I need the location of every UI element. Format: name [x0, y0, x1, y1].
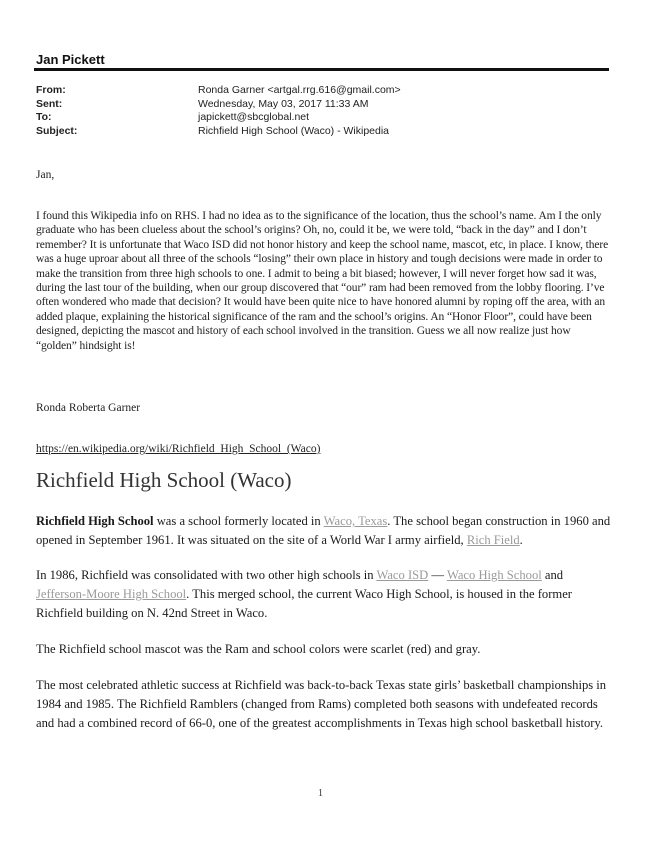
from-label: From: — [36, 84, 66, 96]
to-row — [36, 111, 596, 125]
sent-label: Sent: — [36, 97, 63, 110]
email-header — [36, 84, 596, 138]
link-rich-field: Rich Field — [466, 533, 520, 547]
subject-value: Richfield High School (Waco) - Wikipedia — [198, 124, 390, 137]
sent-value: Wednesday, May 03, 2017 11:33 AM — [198, 97, 369, 110]
sent-row — [36, 98, 596, 112]
email-greeting: Jan, — [36, 169, 55, 181]
wiki-article-title: Richfield High School (Waco) — [36, 468, 292, 492]
to-value: japickett@sbcglobal.net — [198, 111, 310, 123]
print-header-name: Jan Pickett — [36, 52, 105, 67]
wiki-text: was a school formerly located in — [153, 514, 324, 528]
wikipedia-url: https://en.wikipedia.org/wiki/Richfield_High_School_(Waco) — [36, 443, 321, 455]
email-signature: Ronda Roberta Garner — [36, 402, 141, 414]
link-waco-isd: Waco ISD — [376, 568, 429, 582]
header-rule — [34, 68, 609, 71]
link-jefferson-moore-high-school: Jefferson-Moore High School — [36, 587, 187, 601]
link-waco-high-school: Waco High School — [446, 568, 542, 582]
wiki-text: . The school began construction in 1960 and opened in September 1961. It was situated on the site of a World War I army airfield, — [36, 514, 611, 547]
wiki-text: . This merged school, the current Waco High School, is housed in the former Richfield building on N. 42nd Street in Waco. — [36, 587, 572, 620]
subject-label: Subject: — [36, 124, 78, 137]
from-value: Ronda Garner <artgal.rrg.616@gmail.com> — [198, 84, 401, 96]
wiki-text: — — [428, 568, 447, 582]
page-number: 1 — [318, 788, 323, 799]
link-waco-texas: Waco, Texas — [323, 514, 388, 528]
wiki-paragraph-1 — [36, 512, 614, 550]
wiki-paragraph-2 — [36, 566, 614, 623]
wiki-subject-bold: Richfield High School — [36, 514, 154, 528]
subject-row — [36, 125, 596, 139]
wiki-text: and — [541, 568, 564, 582]
to-label: To: — [36, 111, 52, 123]
wiki-text: In 1986, Richfield was consolidated with two other high schools in — [36, 568, 377, 582]
email-body: I found this Wikipedia info on RHS. I had no idea as to the significance of the location, thus the school’s name. Am I the only graduate who has been clueless about the school’s origins? Oh, no, could it be, we were told, “back in the day” and I don’t remember? It is unfortunate that Waco ISD did not honor history and keep the school name, mascot, etc, in place. I know, there was a huge uproar about all three of the schools “losing” their own place in history and tough decisions were made in order to make the transition from three high schools to one. I admit to being a bit biased; however, I will never forget how sad it was, during the last tour of the building, when our group discovered that “our” ram had been removed from the lobby flooring. I’ve often wondered who made that decision? It would have been quite nice to have honored alumni by roping off the area, with an added plaque, explaining the historical significance of the ram and the school’s origins. An “Honor Floor”, could have been designed, depicting the mascot and history of each school involved in the transition. Guess we all now realize just how “golden” hindsight is! — [36, 210, 609, 352]
from-row — [36, 84, 596, 98]
wiki-paragraph-3: The Richfield school mascot was the Ram and school colors were scarlet (red) and gray. — [36, 642, 481, 656]
wiki-paragraph-4: The most celebrated athletic success at Richfield was back-to-back Texas state girls’ basketball championships in 1984 and 1985. The Richfield Ramblers (changed from Rams) completed both seasons with undefeated records and had a combined record of 66-0, one of the greatest accomplishments in Texas high school basketball history. — [36, 678, 607, 730]
wiki-text: . — [519, 533, 523, 547]
